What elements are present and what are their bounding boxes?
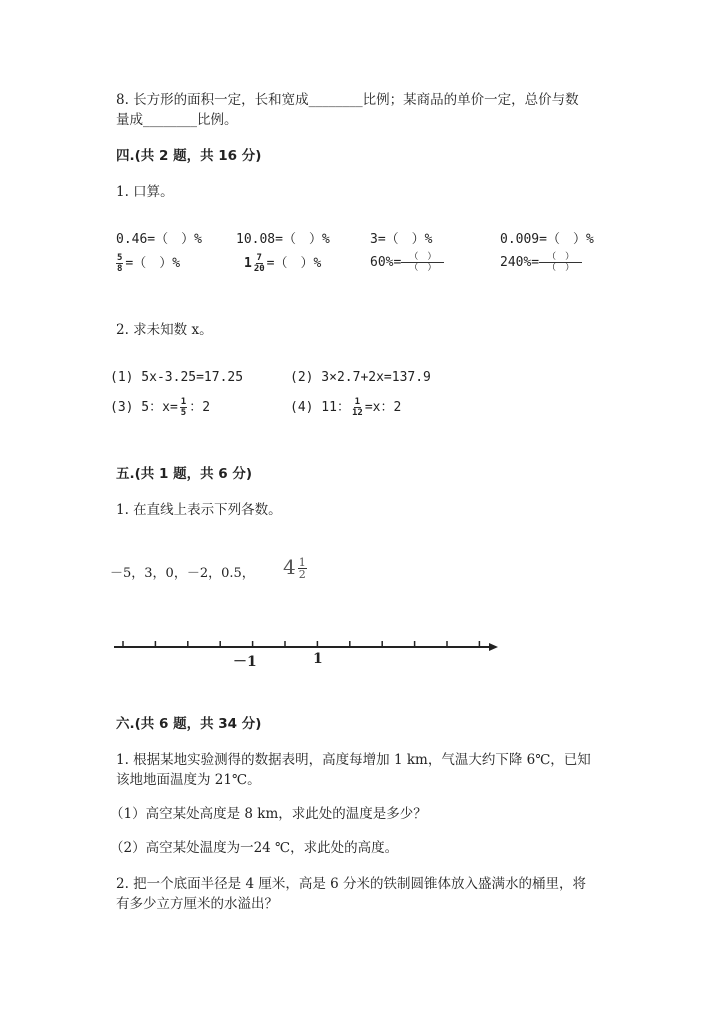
equation-2: (2) 3×2.7+2x=137.9	[290, 370, 431, 385]
numbers-list: －5，3，0，－2，0.5，	[110, 566, 255, 581]
whole: 1	[244, 256, 252, 271]
blank-denominator: （ ）	[547, 263, 575, 273]
denominator: 2	[298, 568, 306, 581]
eq-right: ：2	[189, 400, 211, 415]
arrow-head	[489, 643, 498, 651]
q4-2-title: 2. 求未知数 x。	[116, 322, 213, 338]
q6-1-line2: 该地地面温度为 21℃。	[116, 772, 261, 788]
numerator: 5	[117, 253, 123, 263]
q4-1-title: 1. 口算。	[116, 184, 174, 200]
calc-rest: =（ ）%	[266, 256, 322, 271]
denominator: 12	[351, 408, 363, 418]
calc-item: 10.08=（ ）%	[236, 232, 330, 247]
blank-numerator: （ ）	[401, 252, 444, 263]
q6-2-line1: 2. 把一个底面半径是 4 厘米，高是 6 分米的铁制圆锥体放入盛满水的桶里，将	[116, 876, 587, 892]
axis-label-1: 1	[313, 651, 323, 667]
section-4-title: 四.(共 2 题，共 16 分)	[116, 148, 262, 164]
calc-item: 0.46=（ ）%	[116, 232, 202, 247]
calc-item: 3=（ ）%	[370, 232, 433, 247]
calc-item: 0.009=（ ）%	[500, 232, 594, 247]
q5-1-title: 1. 在直线上表示下列各数。	[116, 502, 282, 518]
q6-1-line1: 1. 根据某地实验测得的数据表明，高度每增加 1 km，气温大约下降 6℃，已知	[116, 752, 591, 768]
numerator: 1	[180, 397, 187, 407]
blank-numerator: （ ）	[539, 252, 582, 263]
denominator: 20	[253, 264, 265, 274]
denominator: 5	[180, 408, 187, 418]
q8-line2: 量成________比例。	[116, 112, 238, 128]
calc-left: 240%=	[500, 255, 540, 270]
whole: 4	[283, 555, 296, 579]
q6-1-sub2: （2）高空某处温度为一24 ℃，求此处的高度。	[110, 840, 399, 856]
numerator: 1	[354, 397, 361, 407]
axis-label-minus-1: －1	[233, 654, 257, 670]
denominator: 8	[117, 264, 123, 274]
calc-rest: =（ ）%	[125, 256, 181, 271]
equation-1: (1) 5x-3.25=17.25	[110, 370, 244, 385]
numerator: 1	[298, 556, 306, 569]
blank-denominator: （ ）	[409, 263, 437, 273]
section-6-title: 六.(共 6 题，共 34 分)	[116, 716, 262, 732]
eq-left: (3) 5：x=	[110, 400, 178, 415]
eq-left: (4) 11：	[290, 400, 350, 415]
numerator: 7	[256, 253, 262, 263]
q6-1-sub1: （1）高空某处高度是 8 km，求此处的温度是多少？	[110, 806, 427, 822]
eq-right: =x：2	[364, 400, 402, 415]
q6-2-line2: 有多少立方厘米的水溢出？	[116, 896, 278, 912]
calc-left: 60%=	[370, 255, 402, 270]
section-5-title: 五.(共 1 题，共 6 分)	[116, 466, 253, 482]
q8-line1: 8. 长方形的面积一定，长和宽成________比例；某商品的单价一定，总价与数	[116, 92, 579, 108]
